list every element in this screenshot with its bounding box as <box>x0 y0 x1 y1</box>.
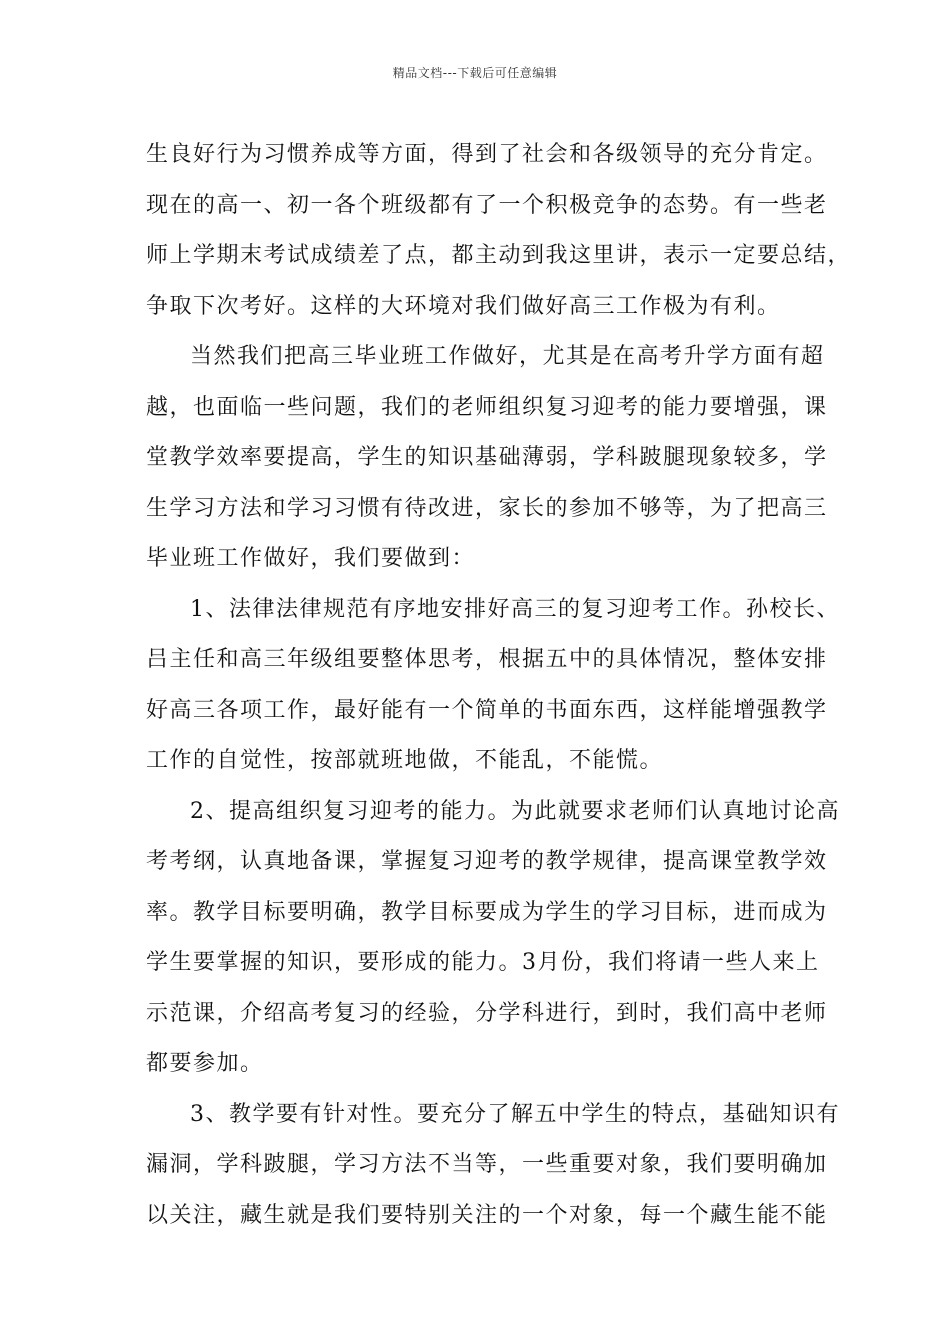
page-header: 精品文档---下载后可任意编辑 <box>392 66 558 80</box>
text-line: 生良好行为习惯养成等方面，得到了社会和各级领导的充分肯定。 <box>146 142 828 167</box>
text-line: 吕主任和高三年级组要整体思考，根据五中的具体情况，整体安排 <box>146 647 828 672</box>
text-line: 好高三各项工作，最好能有一个简单的书面东西，这样能增强教学 <box>146 697 828 723</box>
text-line: 2、提高组织复习迎考的能力。为此就要求老师们认真地讨论高 <box>190 798 840 824</box>
text-line: 漏洞，学科跛腿，学习方法不当等，一些重要对象，我们要明确加 <box>146 1152 828 1177</box>
text-line: 示范课，介绍高考复习的经验，分学科进行，到时，我们高中老师 <box>146 1000 828 1026</box>
text-line: 现在的高一、初一各个班级都有了一个积极竞争的态势。有一些老 <box>146 192 828 218</box>
text-line: 毕业班工作做好，我们要做到： <box>146 546 476 571</box>
text-line: 都要参加。 <box>146 1051 264 1076</box>
text-line: 考考纲，认真地备课，掌握复习迎考的教学规律，提高课堂教学效 <box>146 849 828 874</box>
text-line: 率。教学目标要明确，教学目标要成为学生的学习目标，进而成为 <box>146 899 828 925</box>
text-line: 生学习方法和学习习惯有待改进，家长的参加不够等，为了把高三 <box>146 495 828 521</box>
text-line: 3、教学要有针对性。要充分了解五中学生的特点，基础知识有 <box>190 1101 840 1127</box>
text-line: 1、法律法律规范有序地安排好高三的复习迎考工作。孙校长、 <box>190 596 840 622</box>
text-line: 争取下次考好。这样的大环境对我们做好高三工作极为有利。 <box>146 293 781 319</box>
text-line: 学生要掌握的知识，要形成的能力。3月份，我们将请一些人来上 <box>146 950 820 975</box>
text-line: 堂教学效率要提高，学生的知识基础薄弱，学科跛腿现象较多，学 <box>146 445 828 470</box>
text-line: 越，也面临一些问题，我们的老师组织复习迎考的能力要增强，课 <box>146 394 828 420</box>
text-line: 工作的自觉性，按部就班地做，不能乱，不能慌。 <box>146 748 664 773</box>
text-line: 师上学期末考试成绩差了点，都主动到我这里讲，表示一定要总结， <box>146 243 852 268</box>
text-line: 当然我们把高三毕业班工作做好，尤其是在高考升学方面有超 <box>190 344 825 369</box>
text-line: 以关注，藏生就是我们要特别关注的一个对象，每一个藏生能不能 <box>146 1202 828 1228</box>
document-body <box>146 130 852 1241</box>
